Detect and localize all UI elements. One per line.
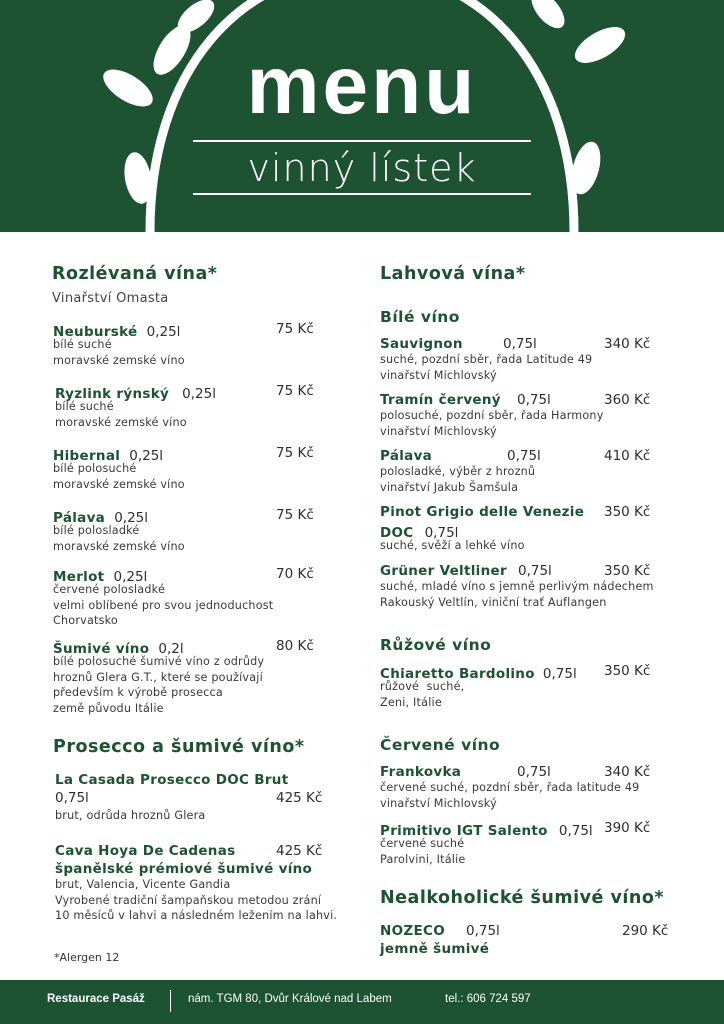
- wine-price: 425 Kč: [276, 790, 323, 806]
- wine-volume: 0,25l: [146, 324, 181, 340]
- wine-price: 410 Kč: [604, 448, 651, 464]
- desc-line: suché, svěží a lehké víno: [380, 539, 525, 552]
- wine-volume: 0,25l: [182, 386, 216, 402]
- wine-description: [55, 877, 337, 924]
- wine-price: 350 Kč: [604, 663, 651, 679]
- wine-price: 360 Kč: [604, 392, 651, 408]
- desc-line: růžové suché,: [380, 680, 465, 693]
- wine-name-secondary: španělské prémiové šumivé víno: [55, 861, 313, 877]
- wine-volume: 0,75l: [518, 563, 552, 579]
- wine-name: Cava Hoya De Cadenas: [55, 843, 236, 859]
- desc-line: země původu Itálie: [53, 701, 164, 715]
- subsection-title-red: Červené víno: [380, 736, 501, 754]
- wine-description: [380, 538, 525, 554]
- desc-line: velmi oblíbené pro svou jednoduchost: [53, 598, 274, 612]
- wine-description: [380, 352, 592, 383]
- desc-line: vinařství Michlovský: [380, 796, 497, 810]
- wine-description: [380, 836, 466, 867]
- section-title-nonalcoholic: Nealkoholické šumivé víno*: [380, 888, 665, 908]
- desc-line: Vyrobené tradiční šampaňskou metodou zrání: [55, 893, 322, 907]
- desc-line: 10 měsíců v lahvi a následném ležením na lahvi.: [55, 909, 338, 922]
- desc-line: bílé polosladké: [53, 524, 140, 537]
- wine-name: Chiaretto Bardolino: [380, 666, 535, 682]
- wine-description: [53, 654, 264, 716]
- desc-line: především k výrobě prosecca: [53, 686, 223, 699]
- wine-volume: 0,25l: [114, 510, 148, 526]
- desc-line: hroznů Glera G.T., které se používají: [53, 670, 263, 684]
- desc-line: Parolvini, Itálie: [380, 852, 466, 866]
- wine-volume: 0,25l: [113, 569, 148, 585]
- desc-line: polosladké, výběr z hroznů: [380, 465, 536, 478]
- subsection-title-white: Bílé víno: [380, 308, 460, 326]
- footer-address: nám. TGM 80, Dvůr Králové nad Labem: [188, 993, 392, 1005]
- desc-line: Zeni, Itálie: [380, 695, 442, 709]
- wine-price: 390 Kč: [604, 820, 651, 836]
- wine-volume: 0,75l: [55, 790, 89, 806]
- wine-description: [380, 579, 654, 610]
- footer-divider: [170, 990, 171, 1012]
- wine-description: [53, 337, 185, 368]
- wine-name: Neuburské: [53, 324, 138, 340]
- desc-line: bílé polosuché šumivé víno z odrůdy: [53, 655, 265, 668]
- wine-volume: 0,75l: [507, 448, 541, 464]
- wine-name: Frankovka: [380, 764, 462, 780]
- desc-line: červené suché: [380, 837, 465, 850]
- wine-name: Pálava: [380, 448, 433, 464]
- winery-label: Vinařství Omasta: [52, 291, 169, 306]
- wine-name: Hibernal: [53, 448, 121, 464]
- page-subtitle: vinný lístek: [247, 146, 477, 190]
- desc-line: suché, mladé víno s jemně perlivým nádechem: [380, 580, 654, 593]
- desc-line: vinařství Jakub Šamšula: [380, 480, 519, 494]
- wine-price: 75 Kč: [276, 507, 314, 523]
- desc-line: brut, Valencia, Vicente Gandia: [55, 878, 231, 891]
- desc-line: Chorvatsko: [53, 614, 118, 627]
- wine-name: Merlot: [53, 569, 105, 585]
- desc-line: moravské zemské víno: [53, 477, 185, 491]
- wine-description: [53, 582, 273, 629]
- wine-price: 340 Kč: [604, 336, 651, 352]
- wine-name: La Casada Prosecco DOC Brut: [55, 772, 289, 788]
- wine-volume: 0,75l: [517, 392, 551, 408]
- wine-description: [55, 399, 187, 430]
- wine-name: NOZECO: [380, 923, 445, 939]
- desc-line: moravské zemské víno: [53, 353, 185, 367]
- desc-line: bílé suché: [53, 338, 112, 351]
- wine-volume: 0,75l: [517, 764, 551, 780]
- wine-volume: 0,75l: [424, 525, 459, 541]
- wine-name: Šumivé víno: [53, 641, 150, 657]
- page-title: menu: [246, 40, 478, 131]
- wine-name: Tramín červený: [380, 392, 501, 408]
- desc-line: moravské zemské víno: [53, 539, 185, 553]
- wine-price: 75 Kč: [276, 445, 314, 461]
- desc-line: suché, pozdní sběr, řada Latitude 49: [380, 353, 593, 366]
- desc-line: vinařství Michlovský: [380, 368, 497, 382]
- desc-line: bílé suché: [55, 400, 114, 413]
- desc-line: polosuché, pozdní sběr, řada Harmony: [380, 409, 604, 422]
- wine-name: Sauvignon: [380, 336, 463, 352]
- wine-name-secondary: DOC: [380, 525, 414, 541]
- wine-subtitle: jemně šumivé: [380, 941, 490, 957]
- desc-line: Rakouský Veltlín, viniční trať Auflangen: [380, 595, 607, 609]
- wine-description: [380, 679, 464, 710]
- footer-restaurant-name: Restaurace Pasáž: [47, 993, 145, 1005]
- section-title-prosecco: Prosecco a šumivé víno*: [53, 737, 305, 757]
- wine-name: Ryzlink rýnský: [55, 386, 170, 402]
- section-title-bottled-wines: Lahvová vína*: [380, 264, 526, 284]
- allergen-note: *Alergen 12: [54, 951, 120, 964]
- desc-line: brut, odrůda hroznů Glera: [55, 809, 206, 822]
- wine-name: Primitivo IGT Salento: [380, 823, 548, 839]
- wine-name: Grüner Veltliner: [380, 563, 507, 579]
- wine-price: 75 Kč: [276, 321, 314, 337]
- desc-line: bílé polosuché: [53, 462, 137, 475]
- header-banner: [0, 0, 724, 232]
- subsection-title-rose: Růžové víno: [380, 636, 492, 654]
- wine-volume: 0,75l: [558, 823, 593, 839]
- wine-volume: 0,2l: [158, 641, 184, 657]
- wine-description: [380, 780, 640, 811]
- wine-description: [53, 461, 185, 492]
- wine-volume: 0,75l: [466, 923, 500, 939]
- wine-price: 70 Kč: [276, 566, 314, 582]
- wine-volume: 0,75l: [503, 336, 537, 352]
- leaf-icon: [525, 0, 570, 34]
- wine-volume: 0,25l: [129, 448, 164, 464]
- wine-price: 350 Kč: [604, 504, 651, 520]
- title-rule-bottom: [193, 193, 531, 195]
- wine-price: 75 Kč: [276, 383, 314, 399]
- desc-line: moravské zemské víno: [55, 415, 187, 429]
- wine-description: [380, 464, 535, 495]
- wine-name: Pinot Grigio delle Venezie: [380, 504, 585, 520]
- wine-volume: 0,75l: [542, 666, 577, 682]
- wine-name: Pálava: [53, 510, 106, 526]
- wine-price: 340 Kč: [604, 764, 651, 780]
- desc-line: červené polosladké: [53, 583, 166, 596]
- footer: [0, 980, 724, 1024]
- footer-phone: tel.: 606 724 597: [445, 993, 531, 1005]
- wine-description: [55, 808, 205, 824]
- wine-price: 290 Kč: [622, 923, 669, 939]
- desc-line: vinařství Michlovský: [380, 424, 497, 438]
- desc-line: červené suché, pozdní sběr, řada latitude 49: [380, 781, 640, 794]
- wine-description: [380, 408, 604, 439]
- wine-price: 350 Kč: [604, 563, 651, 579]
- title-rule-top: [193, 140, 531, 142]
- wine-price: 425 Kč: [276, 843, 323, 859]
- section-title-draft-wines: Rozlévaná vína*: [52, 264, 218, 284]
- wine-price: 80 Kč: [276, 638, 314, 654]
- wine-description: [53, 523, 185, 554]
